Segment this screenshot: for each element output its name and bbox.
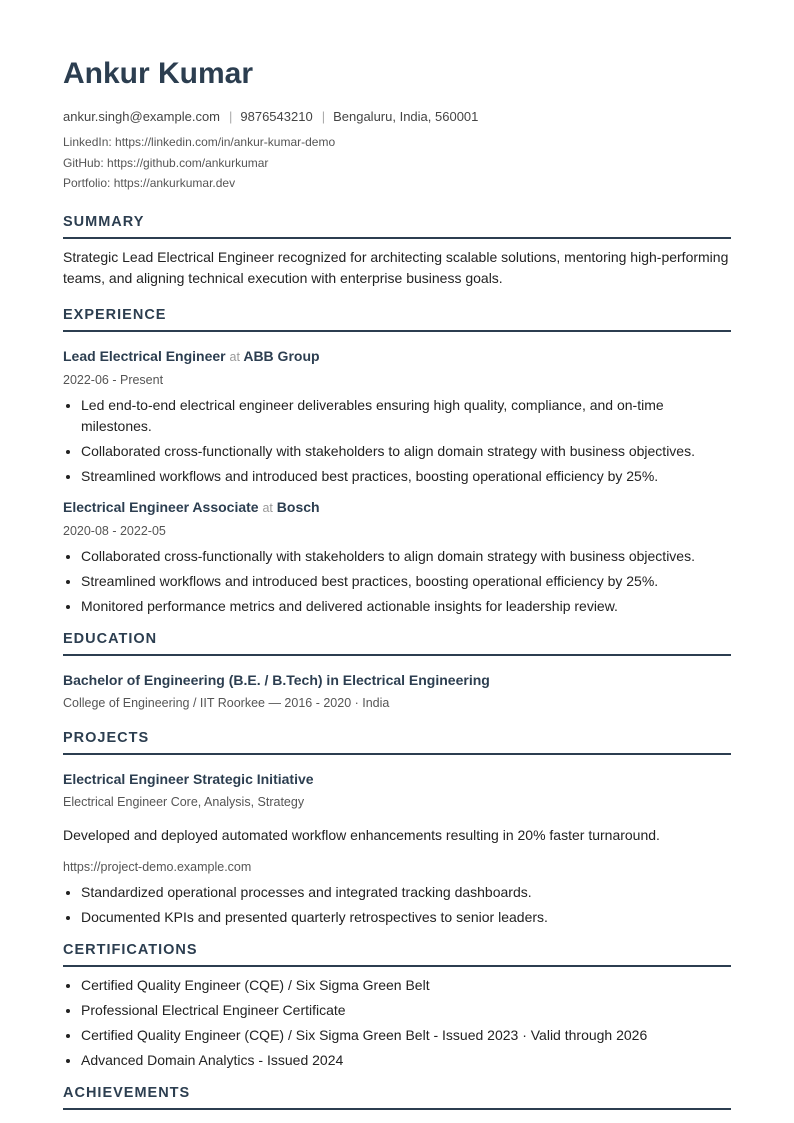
job-title — [63, 497, 731, 518]
section-title-projects: PROJECTS — [63, 730, 731, 755]
job-entry — [63, 497, 731, 617]
contact-separator: | — [229, 109, 233, 124]
job-dates: 2020-08 - 2022-05 — [63, 523, 166, 538]
job-bullets — [63, 546, 731, 617]
github-link: GitHub: https://github.com/ankurkumar — [63, 155, 269, 170]
project-bullet: • Standardized operational processes and integrated tracking dashboards. — [81, 882, 731, 903]
job-role: Lead Electrical Engineer — [63, 347, 226, 364]
project-description: Developed and deployed automated workflow enhancements resulting in 20% faster turnaround. — [63, 826, 660, 843]
education-degree: Bachelor of Engineering (B.E. / B.Tech) in Electrical Engineering — [63, 671, 490, 688]
section-title-certifications: CERTIFICATIONS — [63, 942, 731, 967]
certification-list — [63, 975, 731, 1071]
certification-item: • Professional Electrical Engineer Certificate — [81, 1000, 731, 1021]
project-link: https://project-demo.example.com — [63, 859, 252, 874]
job-role: Electrical Engineer Associate — [63, 498, 259, 515]
job-bullet: • Streamlined workflows and introduced best practices, boosting operational efficiency by 25%. — [81, 466, 731, 487]
project-bullets — [63, 882, 731, 928]
job-title — [63, 346, 731, 367]
job-bullet: • Collaborated cross-functionally with stakeholders to align domain strategy with business objectives. — [81, 546, 731, 567]
section-title-education: EDUCATION — [63, 631, 731, 656]
section-title-summary: SUMMARY — [63, 214, 731, 239]
job-bullet: • Collaborated cross-functionally with stakeholders to align domain strategy with business objectives. — [81, 441, 731, 462]
job-dates: 2022-06 - Present — [63, 372, 164, 387]
candidate-name: Ankur Kumar — [63, 57, 254, 90]
job-entry — [63, 346, 731, 487]
phone-text: 9876543210 — [240, 109, 313, 124]
email-text: ankur.singh@example.com — [63, 109, 220, 124]
job-at: at — [229, 349, 240, 364]
job-at: at — [262, 500, 273, 515]
job-bullets — [63, 395, 731, 487]
profile-links — [63, 132, 731, 194]
job-bullet: • Monitored performance metrics and delivered actionable insights for leadership review. — [81, 596, 731, 617]
portfolio-link: Portfolio: https://ankurkumar.dev — [63, 176, 236, 190]
certification-item: • Certified Quality Engineer (CQE) / Six Sigma Green Belt - Issued 2023 · Valid through 2026 — [81, 1025, 731, 1046]
job-bullet: • Led end-to-end electrical engineer deliverables ensuring high quality, compliance, and on-time milestones. — [81, 395, 731, 437]
linkedin-link: LinkedIn: https://linkedin.com/in/ankur-kumar-demo — [63, 135, 336, 149]
contact-row — [63, 108, 731, 126]
section-title-experience: EXPERIENCE — [63, 307, 731, 332]
project-name: Electrical Engineer Strategic Initiative — [63, 770, 314, 787]
education-details: College of Engineering / IIT Roorkee — 2016 - 2020 · India — [63, 695, 390, 710]
certification-item: • Advanced Domain Analytics - Issued 2024 — [81, 1050, 731, 1071]
project-bullet: • Documented KPIs and presented quarterly retrospectives to senior leaders. — [81, 907, 731, 928]
contact-separator: | — [321, 109, 326, 124]
location-text: Bengaluru, India, 560001 — [333, 109, 479, 124]
section-title-achievements: ACHIEVEMENTS — [63, 1085, 731, 1110]
job-company: Bosch — [276, 498, 320, 515]
certification-item: • Certified Quality Engineer (CQE) / Six Sigma Green Belt — [81, 975, 731, 996]
project-tags: Electrical Engineer Core, Analysis, Strategy — [63, 794, 305, 809]
job-bullet: • Streamlined workflows and introduced best practices, boosting operational efficiency by 25%. — [81, 571, 731, 592]
job-company: ABB Group — [243, 347, 320, 364]
summary-text: Strategic Lead Electrical Engineer recognized for architecting scalable solutions, mentoring high-performing teams, and aligning technical execution with enterprise business goals. — [63, 248, 729, 286]
